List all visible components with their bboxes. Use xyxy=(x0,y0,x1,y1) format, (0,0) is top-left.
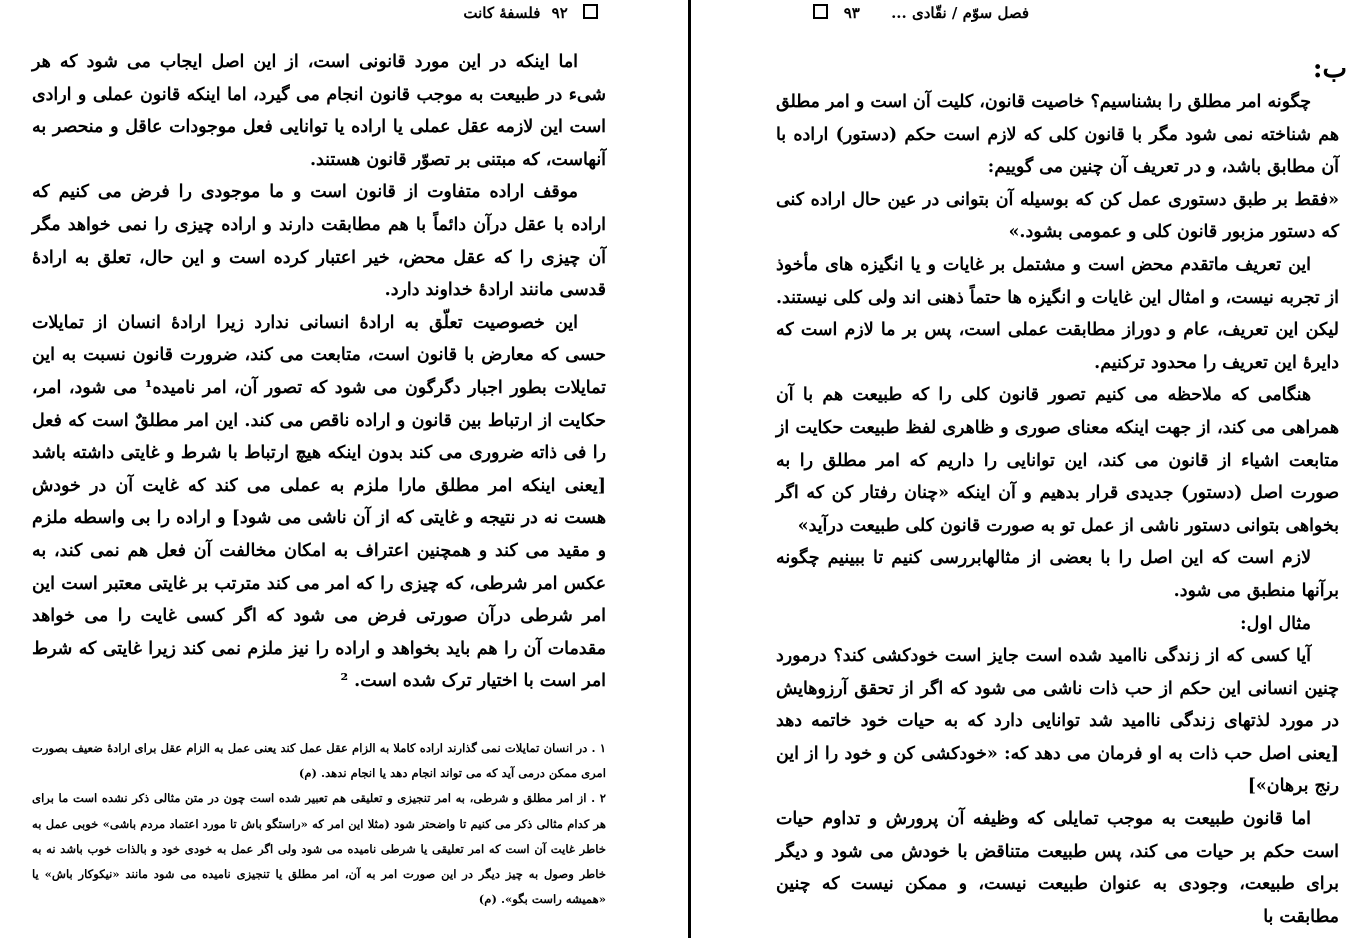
page-gutter-divider xyxy=(688,0,691,938)
right-page-body xyxy=(776,86,1339,933)
left-page-header xyxy=(463,4,602,22)
paragraph: آیا کسی که از زندگی ناامید شده است جایز است خودکشی کند؟ درمورد چنین انسانی این حکم از حب ذات ناشی می شود که اگر از تحقق آرزوهایش در مورد لذتهای زندگی ناامید شد توانایی دارد که به حیات خود خاتمه دهد [یعنی اصل حب ذات به او فرمان می دهد که: «خودکشی کن و خود را از این رنج برهان»] xyxy=(776,646,1339,797)
quote-paragraph: «فقط بر طبق دستوری عمل کن که بوسیله آن بتوانی در عین حال اراده کنی که دستور مزبور قانون کلی و عمومی بشود.» xyxy=(776,189,1339,243)
paragraph: اما اینکه در این مورد قانونی است، از این اصل ایجاب می شود که هر شیء در طبیعت به موجب قانون انجام می گیرد، اما اینکه قانون عملی و ارادی است این لازمه عقل عملی یا اراده یا توانایی فعل موجودات عاقل و منحصر به آنهاست، که مبتنی بر تصوّر قانون هستند. xyxy=(32,52,606,170)
section-heading: ب: xyxy=(1312,54,1347,84)
paragraph: موقف اراده متفاوت از قانون است و ما موجودی را فرض می کنیم که اراده با عقل درآن دائماً با هم مطابقت دارند و اراده چیزی را نمی خواهد مگر آن چیزی را که عقل محض، خیر اعتبار کرده است و این حال، تعلق به ارادهٔ قدسی مانند ارادهٔ خداوند دارد. xyxy=(32,182,606,301)
paragraph: چگونه امر مطلق را بشناسیم؟ خاصیت قانون، کلیت آن است و امر مطلق هم شناخته نمی شود مگر با قانون کلی که لازم است حکم (دستور) اراده با آن مطابق باشد، و در تعریف آن چنین می گوییم: xyxy=(776,92,1339,178)
example-heading: مثال اول: xyxy=(1240,613,1311,634)
paragraph: اما قانون طبیعت به موجب تمایلی که وظیفه آن پرورش و تداوم حیات است حکم بر حیات می کند، پس طبیعت متناقض با خودش می شود و دیگر برای طبیعت، وجودی به عنوان طبیعت نیست، و ممکن نیست که چنین مطابقت با xyxy=(776,809,1339,927)
footnote: ۲ . از امر مطلق و شرطی، به امر تنجیزی و تعلیقی هم تعبیر شده است چون در متن مثالی ذکر نشده است ما برای هر کدام مثالی ذکر می کنیم تا واضحتر شود (مثلا این امر که «راستگو باش تا مورد اعتماد مردم باشی» خوبی عمل به خاطر غایت آن است که امر تعلیقی یا شرطی نامیده می شود ولی اگر عمل به خودی خود و بالذات خوب باشد نه به خاطر وصول به چیز دیگر در این صورت امر به آن، امر مطلق یا تنجیزی نامیده می شود مانند «نیکوکار باش» یا «همیشه راست بگو». (م) xyxy=(32,791,606,907)
paragraph: این خصوصیت تعلّق به ارادهٔ انسانی ندارد زیرا ارادهٔ انسان از تمایلات حسی که معارض با قانون است، متابعت می کند، ضرورت قانون نسبت به این تمایلات بطور اجبار دگرگون می شود که تصور آن، امر نامیده¹ می شود، امر، حکایت از ارتباط بین قانون و اراده ناقص می کند. این امر مطلقٌ است که فعل را فی ذاته ضروری می کند بدون اینکه هیچ ارتباط با شرط و غایتی داشته باشد [یعنی اینکه امر مطلق مارا ملزم به عملی می کند که غایت آن در خودش هست نه در نتیجه و غایتی که از آن ناشی می شود] و اراده را بی واسطه ملزم و مقید می کند و همچنین اعتراف به امکان مخالفت آن فعل هم نمی کند، به عکس امر شرطی، که چیزی را که امر می کند مترتب بر غایتی معتبر است این امر شرطی درآن صورتی فرض می شود که اگر کسی غایت را می خواهد مقدمات آن را هم باید بخواهد و اراده را نیز ملزم نمی کند زیرا غایتی که شرط امر است با اختیار ترک شده است. ² xyxy=(32,312,606,692)
paragraph: لازم است که این اصل را با بعضی از مثالهابررسی کنیم تا ببینیم چگونه برآنها منطبق می شود. xyxy=(776,548,1339,601)
right-page xyxy=(692,0,1369,938)
page-number: ۹۲ xyxy=(551,4,568,22)
footnote: ۱ . در انسان تمایلات نمی گذارند اراده کاملا به الزام عقل عمل کند یعنی عمل به الزام عقل برای ارادهٔ ضعیف بصورت امری ممکن درمی آید که می تواند انجام دهد یا انجام ندهد. (م) xyxy=(32,741,606,781)
square-bullet-icon xyxy=(583,4,598,19)
running-title: فصل سوّم / نقّادی ... xyxy=(891,4,1029,22)
running-title: فلسفهٔ کانت xyxy=(463,4,541,22)
page-number: ۹۳ xyxy=(843,4,860,22)
square-bullet-icon xyxy=(813,4,828,19)
left-page-body xyxy=(32,46,606,698)
paragraph: هنگامی که ملاحظه می کنیم تصور قانون کلی را که طبیعت هم با آن همراهی می کند، از جهت اینکه معنای صوری و ظاهری لفظ طبیعت حکایت از متابعت اشیاء از قانون می کند، این توانایی را داریم که امر مطلق را به صورت اصل (دستور) جدیدی قرار بدهیم و آن اینکه «چنان رفتار کن که اگر بخواهی بتوانی دستور ناشی از عمل تو به صورت قانون کلی طبیعت درآید» xyxy=(776,385,1339,536)
footnotes xyxy=(32,736,606,912)
right-page-header xyxy=(809,4,1029,22)
paragraph: این تعریف ماتقدم محض است و مشتمل بر غایات و یا انگیزه های مأخوذ از تجربه نیست، و امثال این غایات و انگیزه ها حتماً ذهنی اند ولی کلی نیستند. لیکن این تعریف، عام و دوراز مطابقت عملی است، پس بر ما لازم است که دایرهٔ این تعریف را محدود ترکنیم. xyxy=(776,254,1339,373)
